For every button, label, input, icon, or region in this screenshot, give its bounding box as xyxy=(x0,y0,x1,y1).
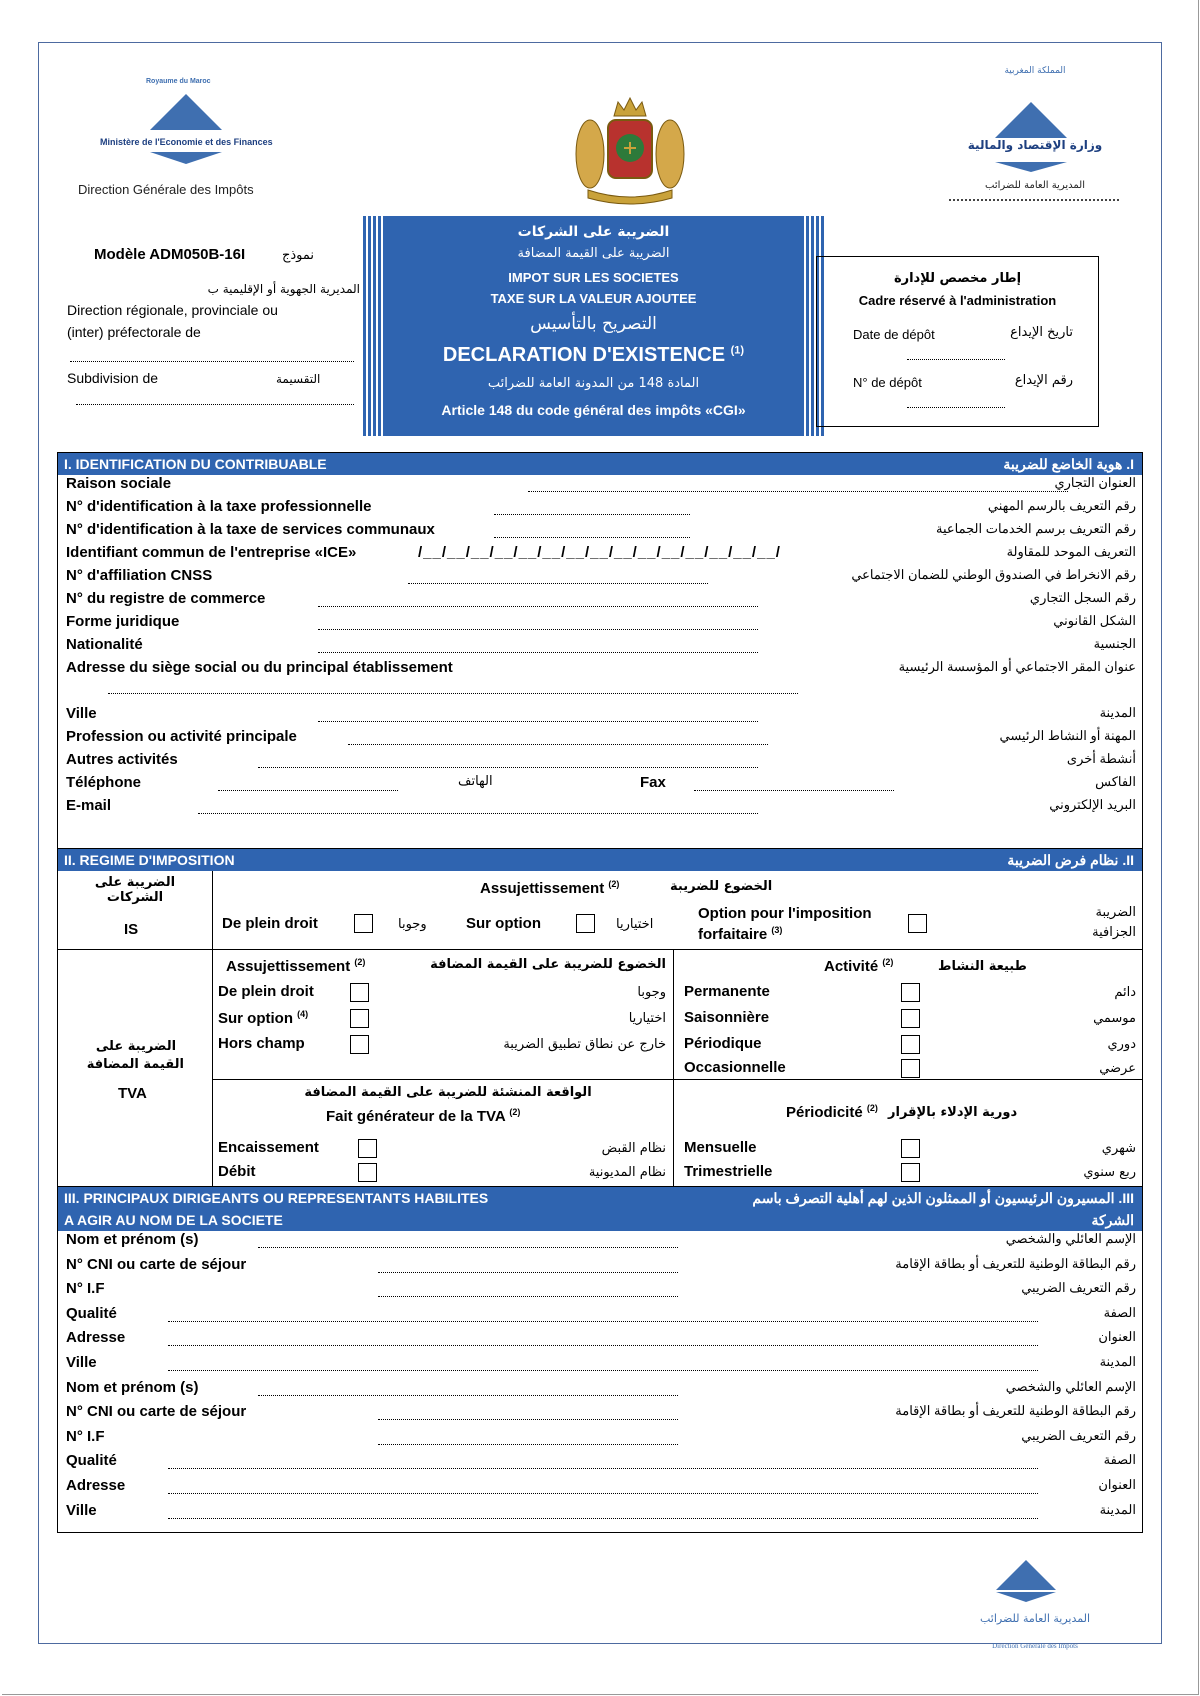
identification-row xyxy=(58,498,1142,521)
declaration-note: (1) xyxy=(730,344,745,357)
title-line-4: TAXE SUR LA VALEUR AJOUTEE xyxy=(490,291,697,306)
input-field[interactable] xyxy=(318,606,758,607)
identification-row xyxy=(58,751,1142,774)
activite-note: (2) xyxy=(882,957,894,967)
mensuelle-checkbox[interactable] xyxy=(901,1139,920,1158)
dirigeant-row xyxy=(58,1280,1142,1303)
periodique-label: Périodique xyxy=(684,1035,762,1052)
dirigeant-row xyxy=(58,1477,1142,1500)
tva-option-checkbox[interactable] xyxy=(350,1009,369,1028)
dirigeant-row xyxy=(58,1354,1142,1377)
fait-note: (2) xyxy=(509,1107,521,1117)
title-line-6 xyxy=(361,344,826,367)
tva-option-label xyxy=(218,1009,308,1027)
section-3-header-1 xyxy=(58,1187,1142,1209)
input-field[interactable] xyxy=(318,652,758,653)
trim-ar: ربع سنوي xyxy=(1083,1165,1136,1180)
tva-assuj-ar: الخضوع للضريبة على القيمة المضافة xyxy=(430,957,666,972)
dirigeant-row xyxy=(58,1379,1142,1402)
field-label: Téléphone xyxy=(66,774,142,791)
field-label: N° d'identification à la taxe de services communaux xyxy=(66,521,435,538)
permanente-ar: دائم xyxy=(1114,985,1136,1000)
dirigeant-row xyxy=(58,1452,1142,1475)
input-field[interactable] xyxy=(258,1395,678,1396)
field-label: Adresse du siège social ou du principal établissement xyxy=(66,659,453,676)
input-field[interactable] xyxy=(378,1444,678,1445)
section-3-title-1: III. PRINCIPAUX DIRIGEANTS OU REPRESENTANTS HABILITES xyxy=(64,1190,489,1206)
forfait-note: (3) xyxy=(771,925,783,935)
subdivision-ar-label: التقسيمة xyxy=(276,372,321,386)
field-label-ar: الصفة xyxy=(1103,1304,1136,1320)
field-label: Ville xyxy=(66,1501,97,1519)
section-2-title-ar: II. نظام فرض الضريبة xyxy=(1007,852,1134,868)
trim-label: Trimestrielle xyxy=(684,1163,773,1180)
field-label-ar: الفاكس xyxy=(1095,774,1136,789)
identification-row xyxy=(58,659,1142,682)
field-label: Nom et prénom (s) xyxy=(66,1378,199,1396)
input-field[interactable] xyxy=(258,767,758,768)
tva-label: TVA xyxy=(118,1085,147,1102)
regional-ar-label: المديرية الجهوية أو الإقليمية ب xyxy=(207,282,360,296)
occas-label: Occasionnelle xyxy=(684,1059,786,1076)
debit-ar: نظام المديونية xyxy=(588,1165,666,1180)
field-label-ar: الإسم العائلي والشخصي xyxy=(1005,1231,1136,1246)
left-logo xyxy=(70,78,300,198)
field-label-ar: العنوان xyxy=(1098,1329,1136,1345)
is-plein-checkbox[interactable] xyxy=(354,914,373,933)
period-text: Périodicité xyxy=(786,1104,863,1121)
tva-assuj-text: Assujettissement xyxy=(226,958,351,975)
identification-row xyxy=(58,613,1142,636)
admin-box xyxy=(816,256,1099,427)
field-label: E-mail xyxy=(66,797,112,814)
identification-row xyxy=(58,797,1142,820)
trim-checkbox[interactable] xyxy=(901,1163,920,1182)
fax-label: Fax xyxy=(640,774,666,791)
title-line-1-ar: الضريبة على الشركات xyxy=(517,224,670,240)
forfait-checkbox[interactable] xyxy=(908,914,927,933)
input-field[interactable] xyxy=(318,721,758,722)
activite-text: Activité xyxy=(824,958,879,975)
is-plein-label: De plein droit xyxy=(222,915,318,932)
activite-ar: طبيعة النشاط xyxy=(938,959,1027,974)
is-option-ar: اختياريا xyxy=(616,917,654,932)
permanente-label: Permanente xyxy=(684,983,770,1000)
input-field[interactable] xyxy=(168,1493,1038,1494)
encaiss-ar: نظام القبض xyxy=(601,1141,666,1156)
is-assuj-note: (2) xyxy=(608,879,620,889)
title-line-2-ar: الضريبة على القيمة المضافة xyxy=(517,246,670,261)
input-field[interactable] xyxy=(528,491,1068,492)
input-field[interactable] xyxy=(318,629,758,630)
is-label-ar: الضريبة على الشركات xyxy=(94,875,176,905)
section-1-title: I. IDENTIFICATION DU CONTRIBUABLE xyxy=(64,456,327,472)
ministry-ar-label: وزارة الإقتصاد والمالية xyxy=(967,138,1103,152)
permanente-checkbox[interactable] xyxy=(901,983,920,1002)
identification-row xyxy=(58,475,1142,498)
input-field[interactable] xyxy=(378,1419,678,1420)
fait-text: Fait générateur de la TVA xyxy=(326,1108,506,1125)
regional-field[interactable] xyxy=(70,361,354,362)
admin-title-ar: إطار مخصص للإدارة xyxy=(893,271,1022,286)
ministry-ar-logo-icon xyxy=(995,102,1067,138)
section-2-header xyxy=(58,849,1142,871)
is-assuj-ar: الخضوع للضريبة xyxy=(670,879,773,894)
input-field[interactable] xyxy=(408,583,708,584)
subdivision-field[interactable] xyxy=(76,404,354,405)
field-label-ar: رقم السجل التجاري xyxy=(1029,590,1136,605)
mensuelle-ar: شهري xyxy=(1101,1141,1136,1156)
period-label xyxy=(786,1103,878,1121)
periodique-checkbox[interactable] xyxy=(901,1035,920,1054)
field-label: N° CNI ou carte de séjour xyxy=(66,1403,247,1421)
is-option-label: Sur option xyxy=(466,915,541,932)
is-assuj-label xyxy=(480,879,619,897)
dirigeant-row xyxy=(58,1256,1142,1279)
title-line-5-ar: التصريح بالتأسيس xyxy=(530,314,657,334)
field-label: N° d'affiliation CNSS xyxy=(66,567,213,584)
right-logo xyxy=(935,66,1135,216)
footer-logo-ar: المديرية العامة للضرائب xyxy=(980,1612,1090,1625)
ministry-logo-icon xyxy=(150,94,222,130)
field-label: Qualité xyxy=(66,1304,117,1322)
identification-row xyxy=(58,567,1142,590)
field-label-ar: رقم البطاقة الوطنية للتعريف أو بطاقة الإقامة xyxy=(895,1403,1136,1419)
debit-label: Débit xyxy=(218,1163,256,1180)
dirigeant-row xyxy=(58,1329,1142,1352)
hors-ar: خارج عن نطاق تطبيق الضريبة xyxy=(503,1037,666,1052)
forfait-label-1: Option pour l'imposition xyxy=(698,905,872,922)
forfait-ar-2: الجزافية xyxy=(1092,925,1136,940)
field-label-ar: العنوان التجاري xyxy=(1054,475,1136,490)
dirigeant-row xyxy=(58,1403,1142,1426)
kingdom-label: Royaume du Maroc xyxy=(146,78,211,85)
field-label: Nom et prénom (s) xyxy=(66,1231,199,1248)
dirigeant-row xyxy=(58,1502,1142,1525)
debit-checkbox[interactable] xyxy=(358,1163,377,1182)
footer-logo xyxy=(950,1560,1120,1660)
is-label: IS xyxy=(124,921,139,938)
identification-row xyxy=(58,728,1142,751)
is-plein-ar: وجوبا xyxy=(398,917,427,932)
subdivision-label: Subdivision de xyxy=(67,370,159,386)
date-depot-label: Date de dépôt xyxy=(853,327,935,342)
encaiss-label: Encaissement xyxy=(218,1139,319,1156)
date-depot-field[interactable] xyxy=(907,359,1005,360)
section-3-title-ar-2: الشركة xyxy=(1091,1212,1134,1228)
input-field[interactable] xyxy=(378,1272,678,1273)
tifinagh-line xyxy=(949,199,1119,201)
fait-ar: الواقعة المنشئة للضريبة على القيمة المضافة xyxy=(304,1085,592,1100)
identification-row xyxy=(58,705,1142,728)
tva-label-ar-1: الضريبة على xyxy=(95,1039,177,1054)
num-depot-label: N° de dépôt xyxy=(853,375,922,390)
title-box xyxy=(361,216,826,436)
input-field[interactable] xyxy=(198,813,758,814)
regional-fr-label-1: Direction régionale, provinciale ou xyxy=(67,302,278,318)
field-label-ar: رقم الانخراط في الصندوق الوطني للضمان الاجتماعي xyxy=(851,567,1136,582)
section-3-title-2: A AGIR AU NOM DE LA SOCIETE xyxy=(64,1212,283,1228)
field-label-ar: رقم التعريف برسم الخدمات الجماعية xyxy=(936,521,1136,536)
field-label: Ville xyxy=(66,1354,97,1371)
ice-input[interactable]: /__/__/__/__/__/__/__/__/__/__/__/__/__/__/__/ xyxy=(418,544,781,561)
field-label: N° d'identification à la taxe professionnelle xyxy=(66,498,372,515)
field-label-ar: العنوان xyxy=(1098,1477,1136,1492)
is-assuj-text: Assujettissement xyxy=(480,880,605,897)
section-3-header-2 xyxy=(58,1209,1142,1231)
saison-label: Saisonnière xyxy=(684,1009,770,1026)
direction-label: Direction Générale des Impôts xyxy=(78,182,254,197)
section-dirigeants xyxy=(57,1186,1143,1533)
field-label: N° du registre de commerce xyxy=(66,590,266,607)
field-label-ar: الإسم العائلي والشخصي xyxy=(1005,1378,1136,1394)
period-note: (2) xyxy=(866,1103,878,1113)
field-label: Profession ou activité principale xyxy=(66,728,297,745)
dirigeant-row xyxy=(58,1305,1142,1328)
identification-row xyxy=(58,544,1142,567)
tva-option-text: Sur option xyxy=(218,1010,293,1027)
identification-row xyxy=(58,590,1142,613)
saison-ar: موسمي xyxy=(1093,1011,1136,1026)
occas-checkbox[interactable] xyxy=(901,1059,920,1078)
input-field[interactable] xyxy=(258,1247,678,1248)
input-field[interactable] xyxy=(694,790,894,791)
field-label-ar: الشكل القانوني xyxy=(1053,613,1136,628)
input-field[interactable] xyxy=(494,537,690,538)
mensuelle-label: Mensuelle xyxy=(684,1139,757,1156)
direction-ar-label: المديرية العامة للضرائب xyxy=(985,180,1085,191)
telephone-label-ar: الهاتف xyxy=(458,774,493,789)
tva-plein-label: De plein droit xyxy=(218,983,314,1000)
section-1-title-ar: I. هوية الخاضع للضريبة xyxy=(1003,456,1134,472)
field-label-ar: الجنسية xyxy=(1093,636,1136,651)
periodique-ar: دوري xyxy=(1107,1037,1136,1052)
title-line-8: Article 148 du code général des impôts «CGI» xyxy=(441,402,746,418)
input-field[interactable] xyxy=(168,1518,1038,1519)
forfait-text: forfaitaire xyxy=(698,926,768,943)
input-field[interactable] xyxy=(378,1296,678,1297)
field-label: Forme juridique xyxy=(66,613,180,630)
input-field[interactable] xyxy=(168,1345,1038,1346)
section-1-header xyxy=(58,453,1142,475)
fait-label xyxy=(326,1107,520,1125)
model-ar-label: نموذج xyxy=(282,248,315,263)
hors-label: Hors champ xyxy=(218,1035,305,1052)
address-field[interactable] xyxy=(108,693,798,694)
identification-row xyxy=(58,774,1142,797)
field-label-ar: عنوان المقر الاجتماعي أو المؤسسة الرئيسية xyxy=(898,659,1136,674)
section-identification xyxy=(57,452,1143,854)
regional-fr-label-2: (inter) préfectorale de xyxy=(67,324,201,340)
field-label-ar: البريد الإلكتروني xyxy=(1049,797,1136,812)
saison-checkbox[interactable] xyxy=(901,1009,920,1028)
section-3-title-ar-1: III. المسيرون الرئيسيون أو الممثلون الذين لهم أهلية التصرف باسم xyxy=(752,1190,1134,1206)
field-label: Adresse xyxy=(66,1329,126,1347)
identification-row xyxy=(58,636,1142,659)
declaration-title: DECLARATION D'EXISTENCE xyxy=(442,344,726,366)
field-label-ar: الصفة xyxy=(1103,1452,1136,1468)
tva-option-ar: اختياريا xyxy=(628,1011,666,1026)
field-label-ar: التعريف الموحد للمقاولة xyxy=(1006,544,1136,559)
section-2-title: II. REGIME D'IMPOSITION xyxy=(64,852,235,868)
coat-of-arms-icon xyxy=(570,92,690,210)
input-field[interactable] xyxy=(168,1370,1038,1371)
title-line-3: IMPOT SUR LES SOCIETES xyxy=(508,270,679,285)
input-field[interactable] xyxy=(348,744,768,745)
hors-checkbox[interactable] xyxy=(350,1035,369,1054)
dirigeant-row xyxy=(58,1231,1142,1254)
dirigeant-row xyxy=(58,1428,1142,1451)
input-field[interactable] xyxy=(494,514,690,515)
num-depot-ar-label: رقم الإيداع xyxy=(1014,373,1073,388)
model-label: Modèle ADM050B-16I xyxy=(94,246,246,263)
input-field[interactable] xyxy=(168,1321,1038,1322)
field-label: N° I.F xyxy=(66,1280,105,1298)
identification-row xyxy=(58,521,1142,544)
field-label: Adresse xyxy=(66,1477,126,1494)
field-label-ar: أنشطة أخرى xyxy=(1066,751,1136,766)
field-label: Qualité xyxy=(66,1452,117,1470)
period-ar: دورية الإدلاء بالإقرار xyxy=(888,1105,1018,1120)
field-label-ar: رقم البطاقة الوطنية للتعريف أو بطاقة الإقامة xyxy=(895,1255,1136,1271)
forfait-label-2 xyxy=(698,925,782,943)
field-label: Identifiant commun de l'entreprise «ICE» xyxy=(66,544,357,561)
is-option-checkbox[interactable] xyxy=(576,914,595,933)
field-label: Raison sociale xyxy=(66,475,172,492)
section-regime xyxy=(57,848,1143,1190)
field-label-ar: المدينة xyxy=(1099,705,1136,720)
occas-ar: عرضي xyxy=(1099,1061,1136,1076)
field-label: Autres activités xyxy=(66,751,178,768)
admin-title: Cadre réservé à l'administration xyxy=(858,293,1057,308)
field-label: Nationalité xyxy=(66,636,143,653)
field-label: N° I.F xyxy=(66,1427,105,1445)
title-line-7-ar: المادة 148 من المدونة العامة للضرائب xyxy=(487,376,700,391)
input-field[interactable] xyxy=(218,790,398,791)
num-depot-field[interactable] xyxy=(907,407,1005,408)
footer-logo-icon xyxy=(996,1560,1056,1590)
field-label: N° CNI ou carte de séjour xyxy=(66,1255,247,1273)
tva-option-note: (4) xyxy=(297,1009,309,1019)
field-label-ar: رقم التعريف بالرسم المهني xyxy=(987,498,1136,513)
encaiss-checkbox[interactable] xyxy=(358,1139,377,1158)
field-label-ar: رقم التعريف الضريبي xyxy=(1021,1280,1136,1296)
tva-assuj-note: (2) xyxy=(354,957,366,967)
ministry-label: Ministère de l'Economie et des Finances xyxy=(100,137,273,147)
field-label-ar: المدينة xyxy=(1099,1501,1136,1517)
kingdom-ar-label: المملكة المغربية xyxy=(1004,66,1066,76)
field-label-ar: المدينة xyxy=(1099,1354,1136,1369)
forfait-ar-1: الضريبة xyxy=(1095,905,1136,920)
tva-label-ar-2: القيمة المضافة xyxy=(86,1057,184,1072)
footer-logo-fr: Direction Générale des Impôts xyxy=(992,1642,1078,1650)
input-field[interactable] xyxy=(168,1468,1038,1469)
tva-plein-ar: وجوبا xyxy=(637,985,666,1000)
field-label-ar: رقم التعريف الضريبي xyxy=(1021,1427,1136,1443)
field-label-ar: المهنة أو النشاط الرئيسي xyxy=(999,728,1136,743)
tva-plein-checkbox[interactable] xyxy=(350,983,369,1002)
field-label: Ville xyxy=(66,705,97,722)
tva-assuj-label xyxy=(226,957,365,975)
activite-label xyxy=(824,957,893,975)
date-depot-ar-label: تاريخ الإيداع xyxy=(1010,325,1073,340)
